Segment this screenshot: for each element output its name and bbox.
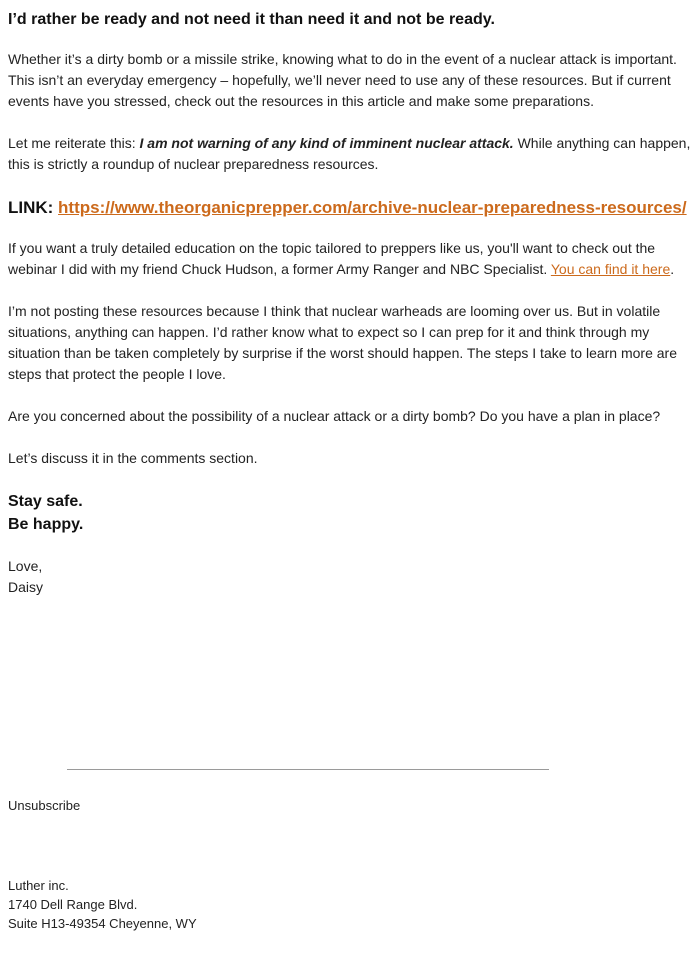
disclaimer-lead: Let me reiterate this: <box>8 135 140 151</box>
paragraph-disclaimer <box>8 133 692 175</box>
address-line-1: 1740 Dell Range Blvd. <box>8 897 138 912</box>
company-name: Luther inc. <box>8 878 69 893</box>
paragraph-reasoning: I’m not posting these resources because I think that nuclear warheads are looming over us. But in volatile situations, anything can happen. I’d rather know what to expect so I can prep for it and think through my situation than be taken completely by surprise if the worst should happen. The steps I take to learn more are steps that protect the people I love. <box>8 303 678 382</box>
disclaimer-tail: While anything can happen, this is strictly a roundup of nuclear preparedness resources. <box>8 135 691 172</box>
paragraph-discuss: Let’s discuss it in the comments section. <box>8 450 258 466</box>
footer-divider <box>67 769 549 770</box>
webinar-link[interactable]: You can find it here <box>550 261 671 277</box>
paragraph-intro: Whether it’s a dirty bomb or a missile strike, knowing what to do in the event of a nuclear attack is important. This isn’t an everyday emergency – hopefully, we’ll never need to use any of these resources. But if current events have you stressed, check out the resources in this article and make some preparations. <box>8 51 677 109</box>
signoff-line-1: Stay safe. <box>8 493 83 510</box>
email-body <box>8 10 692 598</box>
paragraph-question: Are you concerned about the possibility of a nuclear attack or a dirty bomb? Do you have a plan in place? <box>8 408 661 424</box>
resource-link-line <box>8 196 692 219</box>
signoff <box>8 490 692 536</box>
unsubscribe-link[interactable]: Unsubscribe <box>8 798 81 813</box>
webinar-end: . <box>670 261 675 277</box>
signature-name: Daisy <box>8 579 44 595</box>
resources-article-link[interactable]: https://www.theorganicprepper.com/archive-nuclear-preparedness-resources/ <box>58 198 687 217</box>
disclaimer-emphasis: I am not warning of any kind of imminent nuclear attack. <box>139 135 514 151</box>
webinar-text: If you want a truly detailed education on the topic tailored to preppers like us, you'll want to check out the webinar I did with my friend Chuck Hudson, a former Army Ranger and NBC Specialist. <box>8 240 656 277</box>
address-line-2: Suite H13-49354 Cheyenne, WY <box>8 916 197 931</box>
link-label: LINK: <box>8 198 59 217</box>
signoff-line-2: Be happy. <box>8 516 84 533</box>
email-heading: I’d rather be ready and not need it than need it and not be ready. <box>8 11 495 28</box>
paragraph-webinar <box>8 238 692 280</box>
footer-address <box>8 876 197 933</box>
closing-love: Love, <box>8 558 43 574</box>
closing <box>8 556 692 598</box>
